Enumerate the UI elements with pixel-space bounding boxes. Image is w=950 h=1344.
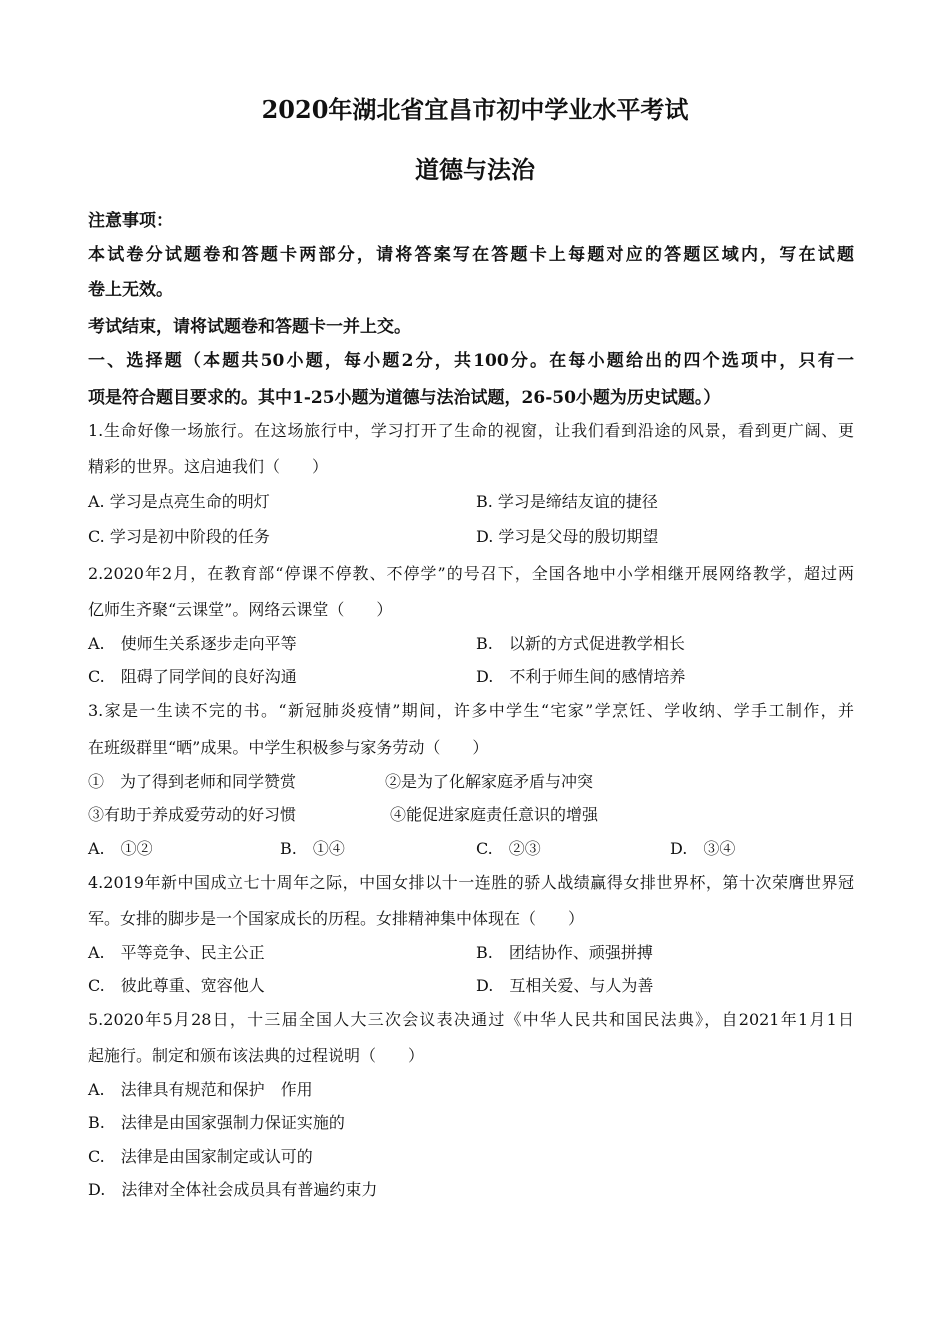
- exam-title: 2020年湖北省宜昌市初中学业水平考试: [261, 95, 689, 124]
- question-1-option-a: A. 学习是点亮生命的明灯: [88, 492, 270, 511]
- question-4-option-b: B. 团结协作、顽强拼搏: [476, 943, 653, 962]
- question-1-stem: 1.生命好像一场旅行。在这场旅行中，学习打开了生命的视窗，让我们看到沿途的风景，看到更广阔、更: [88, 421, 854, 440]
- question-4-option-a: A. 平等竞争、民主公正: [88, 943, 265, 962]
- question-1-option-d: D. 学习是父母的殷切期望: [476, 527, 659, 546]
- section-heading: 一、选择题（本题共50小题，每小题2分，共100分。在每小题给出的四个选项中，只有一: [88, 351, 854, 371]
- question-3-stem: 3.家是一生读不完的书。“新冠肺炎疫情”期间，许多中学生“宅家”学烹饪、学收纳、学手工制作，并: [88, 701, 854, 720]
- question-3-statement-2: ②是为了化解家庭矛盾与冲突: [385, 772, 594, 791]
- question-2-option-c: C. 阻碍了同学间的良好沟通: [88, 667, 297, 686]
- question-2-stem: 亿师生齐聚“云课堂”。网络云课堂（ ）: [88, 600, 393, 619]
- question-4-stem: 4.2019年新中国成立七十周年之际，中国女排以十一连胜的骄人战绩赢得女排世界杯，第十次荣膺世界冠: [88, 873, 854, 892]
- question-5-stem: 5.2020年5月28日，十三届全国人大三次会议表决通过《中华人民共和国民法典》，自2021年1月1日: [88, 1010, 854, 1029]
- question-1-stem: 精彩的世界。这启迪我们（ ）: [88, 457, 329, 476]
- notice-heading: 注意事项：: [88, 211, 173, 231]
- notice-line: 本试卷分试题卷和答题卡两部分，请将答案写在答题卡上每题对应的答题区域内，写在试题: [88, 245, 854, 265]
- question-1-option-c: C. 学习是初中阶段的任务: [88, 527, 270, 546]
- question-4-option-d: D. 互相关爱、与人为善: [476, 976, 654, 995]
- question-3-option-a: A. ①②: [88, 839, 153, 858]
- question-1-option-b: B. 学习是缔结友谊的捷径: [476, 492, 658, 511]
- question-5-option-b: B. 法律是由国家强制力保证实施的: [88, 1113, 345, 1132]
- question-3-statement-1: ① 为了得到老师和同学赞赏: [88, 772, 297, 791]
- section-heading: 项是符合题目要求的。其中1-25小题为道德与法治试题，26-50小题为历史试题。）: [88, 388, 721, 408]
- question-3-stem: 在班级群里“晒”成果。中学生积极参与家务劳动（ ）: [88, 738, 489, 757]
- question-5-stem: 起施行。制定和颁布该法典的过程说明（ ）: [88, 1046, 425, 1065]
- question-4-option-c: C. 彼此尊重、宽容他人: [88, 976, 265, 995]
- question-3-option-d: D. ③④: [670, 839, 736, 858]
- question-5-option-a: A. 法律具有规范和保护 作用: [88, 1080, 313, 1099]
- question-2-stem: 2.2020年2月，在教育部“停课不停教、不停学”的号召下，全国各地中小学相继开展网络教学，超过两: [88, 564, 854, 583]
- question-3-statement-4: ④能促进家庭责任意识的增强: [390, 805, 599, 824]
- notice-line: 卷上无效。: [88, 280, 173, 300]
- subject-title: 道德与法治: [415, 155, 535, 184]
- question-5-option-d: D. 法律对全体社会成员具有普遍约束力: [88, 1180, 378, 1199]
- question-5-option-c: C. 法律是由国家制定或认可的: [88, 1147, 313, 1166]
- question-3-statement-3: ③有助于养成爱劳动的好习惯: [88, 805, 297, 824]
- notice-line: 考试结束，请将试题卷和答题卡一并上交。: [88, 317, 411, 337]
- question-3-option-b: B. ①④: [280, 839, 345, 858]
- question-2-option-d: D. 不利于师生间的感情培养: [476, 667, 686, 686]
- question-2-option-b: B. 以新的方式促进教学相长: [476, 634, 685, 653]
- question-4-stem: 军。女排的脚步是一个国家成长的历程。女排精神集中体现在（ ）: [88, 909, 585, 928]
- question-3-option-c: C. ②③: [476, 839, 541, 858]
- question-2-option-a: A. 使师生关系逐步走向平等: [88, 634, 297, 653]
